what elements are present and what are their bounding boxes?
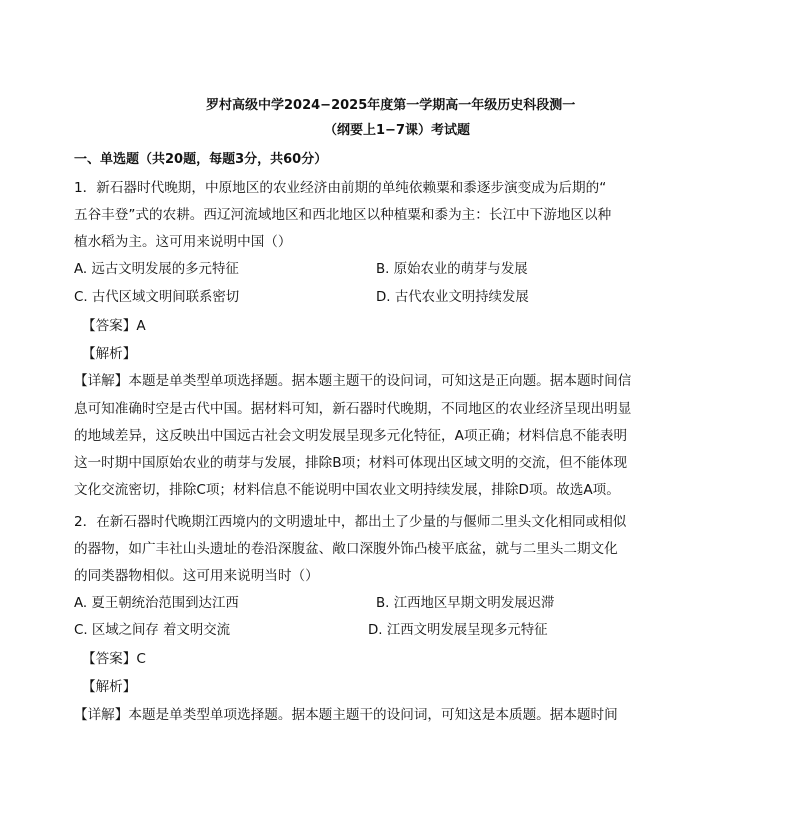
q1-answer: 【答案】A	[82, 318, 146, 334]
q2-detail-line1: 【详解】本题是单类型单项选择题。据本题主题干的设问词，可知这是本质题。据本题时间	[74, 707, 618, 723]
q2-option-c: C. 区域之间存 着文明交流	[74, 623, 231, 638]
q1-detail-line5: 文化交流密切，排除C项；材料信息不能说明中国农业文明持续发展，排除D项。故选A项。	[74, 482, 620, 498]
q2-analysis-label: 【解析】	[82, 679, 137, 695]
exam-title: 罗村高级中学2024−2025年度第一学期高一年级历史科段测一	[206, 98, 576, 113]
q1-detail-line3: 的地域差异，这反映出中国远古社会文明发展呈现多元化特征，A项正确；材料信息不能表明	[74, 428, 628, 444]
q1-option-d: D. 古代农业文明持续发展	[376, 290, 529, 305]
q1-option-a: A. 远古文明发展的多元特征	[74, 262, 239, 277]
q2-stem-line3: 的同类器物相似。这可用来说明当时（）	[74, 568, 319, 584]
q2-option-d: D. 江西文明发展呈现多元特征	[368, 623, 548, 638]
q2-stem-line1: 2．在新石器时代晚期江西境内的文明遗址中，都出土了少量的与偃师二里头文化相同或相似	[74, 514, 627, 530]
q1-stem-line3: 植水稻为主。这可用来说明中国（）	[74, 234, 292, 250]
section-heading: 一、单选题（共20题，每题3分，共60分）	[74, 152, 328, 167]
q2-stem-line2: 的器物，如广丰社山头遗址的卷沿深腹盆、敞口深腹外饰凸棱平底盆，就与二里头二期文化	[74, 541, 618, 557]
q1-stem-line1: 1．新石器时代晚期，中原地区的农业经济由前期的单纯依赖粟和黍逐步演变成为后期的“	[74, 180, 607, 196]
q2-option-a: A. 夏王朝统治范围到达江西	[74, 596, 239, 611]
q1-option-c: C. 古代区域文明间联系密切	[74, 290, 240, 305]
q1-stem-line2: 五谷丰登”式的农耕。西辽河流域地区和西北地区以种植粟和黍为主：长江中下游地区以种	[74, 207, 612, 223]
q1-option-b: B. 原始农业的萌芽与发展	[376, 262, 528, 277]
q1-detail-line2: 息可知准确时空是古代中国。据材料可知，新石器时代晚期，不同地区的农业经济呈现出明显	[74, 401, 632, 417]
exam-subtitle: （纲要上1−7课）考试题	[324, 123, 470, 138]
q1-detail-line4: 这一时期中国原始农业的萌芽与发展，排除B项；材料可体现出区域文明的交流，但不能体现	[74, 455, 628, 471]
q1-analysis-label: 【解析】	[82, 346, 137, 362]
q2-option-b: B. 江西地区早期文明发展迟滞	[376, 596, 555, 611]
q1-detail-line1: 【详解】本题是单类型单项选择题。据本题主题干的设问词，可知这是正向题。据本题时间信	[74, 373, 632, 389]
q2-answer: 【答案】C	[82, 651, 146, 667]
